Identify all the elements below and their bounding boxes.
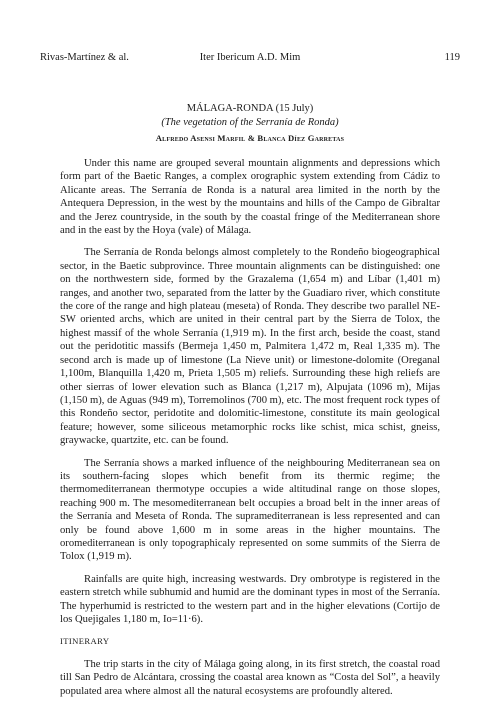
paragraph: The Serranía shows a marked influence of the neighbouring Mediterranean sea on its southern-facing slopes which benefit from its thermic regime; the thermomediterranean thermotype occupies a wide altitudinal range on those slopes, reaching 900 m. The mesomediterranean belt occupies a broad belt in the inner areas of the Serranía and Meseta of Ronda. The supramediterranean is less represented and can only be found above 1,600 m in some areas in the higher mountains. The oromediterranean is only topographicaly represented on some summits of the Sierra de Tolox (1,919 m). — [60, 457, 440, 563]
running-header — [40, 52, 460, 63]
article-authors: Alfredo Asensi Marfil & Blanca Díez Garretas — [155, 133, 345, 143]
article-title: MÁLAGA-RONDA (15 July) — [186, 103, 314, 114]
paragraph: The Serranía de Ronda belongs almost completely to the Rondeño biogeographical sector, in the Baetic subprovince. Three mountain alignments can be distinguished: one on the northwestern side, formed by the Grazalema (1,654 m) and Líbar (1,401 m) ranges, and another two, separated from the latter by the Guadiaro river, which constitute the core of the range and high plateau (meseta) of Ronda. They describe two parallel NE-SW oriented archs, which are united in their central part by the Sierra de Tolox, the highest massif of the whole Serranía (1,919 m). In the first arch, beside the coast, stand out the peridotitic massifs (Bermeja 1,450 m, Palmitera 1,472 m, Real 1,335 m). The second arch is made up of limestone (La Nieve unit) or limestone-dolomite (Oreganal 1,100m, Blanquilla 1,420 m, Prieta 1,505 m) reliefs. Surrounding these high reliefs are other sierras of lower elevation such as Blanca (1,217 m), Alpujata (1096 m), Mijas (1,150 m), de Aguas (949 m), Torremolinos (700 m), etc. The most frequent rock types of this Rondeño sector, peridotite and dolomitic-limestone, constitute its main geological feature; however, some siliceous metamorphic rocks like schist, mica schist, gneiss, graywacke, quartzite, etc. can be found. — [60, 247, 440, 447]
header-journal: Iter Ibericum A.D. Mim — [199, 52, 301, 63]
article-body — [60, 157, 440, 707]
paragraph: The trip starts in the city of Málaga going along, in its first stretch, the coastal road till San Pedro de Alcántara, crossing the coastal area known as “Costa del Sol”, a heavily populated area where almost all the natural ecosystems are profoundly altered. — [60, 658, 440, 697]
paragraph: Under this name are grouped several mountain alignments and depressions which form part of the Baetic Ranges, a complex orographic system extending from Cádiz to Alicante areas. The Serranía de Ronda is a natural area limited in the north by the Antequera Depression, in the west by the mountains and hills of the Campo de Gibraltar and the Jerez countryside, in the south by the coastal fringe of the Mediterranean shore and in the east by the Hoya (vale) of Málaga. — [60, 158, 440, 237]
header-authors: Rivas-Martínez & al. — [40, 52, 129, 63]
paragraph: Rainfalls are quite high, increasing westwards. Dry ombrotype is registered in the eastern stretch while subhumid and humid are the dominant types in most of the Serranía. The hyperhumid is restricted to the western part and in the higher elevations (Cortijo de los Quejigales 1,180 m, Io=11·6). — [60, 573, 440, 625]
article-title-block — [40, 102, 460, 143]
section-heading-itinerary: ITINERARY — [60, 636, 110, 647]
article-subtitle: (The vegetation of the Serranía de Ronda) — [161, 117, 339, 128]
page-number: 119 — [444, 52, 460, 63]
